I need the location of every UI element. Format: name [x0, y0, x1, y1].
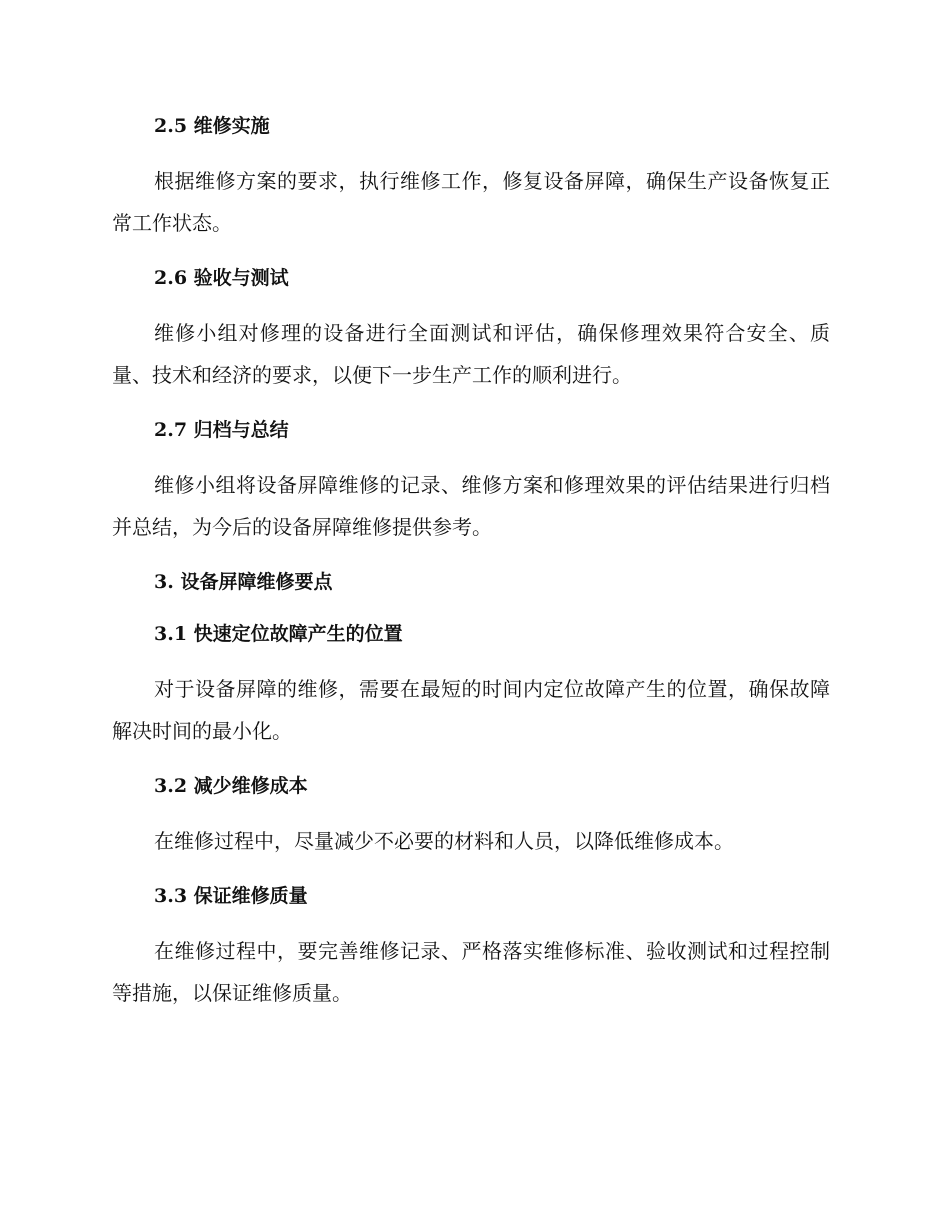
section-heading-2-5: 2.5 维修实施	[154, 115, 270, 137]
section-body-2-6: 维修小组对修理的设备进行全面测试和评估，确保修理效果符合安全、质量、技术和经济的要求，以便下一步生产工作的顺利进行。	[112, 321, 830, 387]
section-heading-3-2: 3.2 减少维修成本	[154, 775, 308, 797]
section-body-3-1: 对于设备屏障的维修，需要在最短的时间内定位故障产生的位置，确保故障解决时间的最小化。	[112, 677, 830, 743]
section-heading-3-3: 3.3 保证维修质量	[154, 885, 308, 907]
section-heading-2-6: 2.6 验收与测试	[154, 267, 289, 289]
section-heading-2-7: 2.7 归档与总结	[154, 419, 289, 441]
section-heading-3: 3. 设备屏障维修要点	[154, 571, 333, 593]
section-body-2-7: 维修小组将设备屏障维修的记录、维修方案和修理效果的评估结果进行归档并总结，为今后的设备屏障维修提供参考。	[112, 473, 830, 539]
section-body-3-3: 在维修过程中，要完善维修记录、严格落实维修标准、验收测试和过程控制等措施，以保证维修质量。	[112, 939, 830, 1005]
section-body-3-2: 在维修过程中，尽量减少不必要的材料和人员，以降低维修成本。	[154, 829, 734, 853]
document-content	[112, 108, 830, 1030]
section-heading-3-1: 3.1 快速定位故障产生的位置	[154, 623, 403, 645]
section-body-2-5: 根据维修方案的要求，执行维修工作，修复设备屏障，确保生产设备恢复正常工作状态。	[112, 169, 830, 235]
